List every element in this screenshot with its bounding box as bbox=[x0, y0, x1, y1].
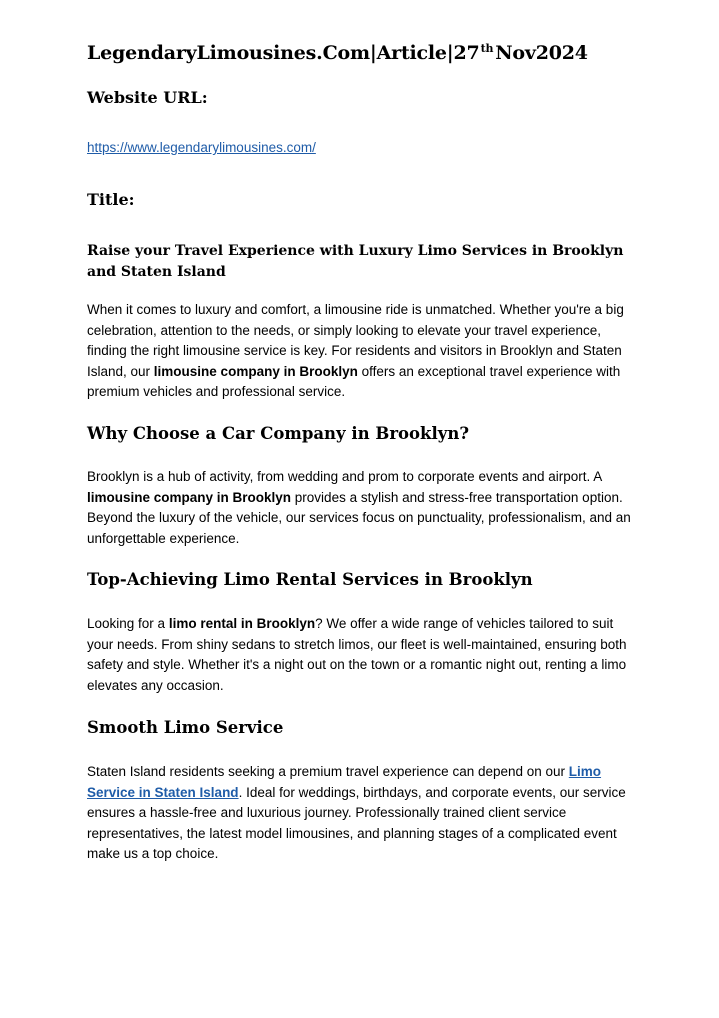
header-title-main: LegendaryLimousines.Com|Article|27 bbox=[87, 42, 480, 64]
title-label: Title: bbox=[87, 190, 135, 209]
section-1-heading: Why Choose a Car Company in Brooklyn? bbox=[87, 424, 469, 443]
section-1-paragraph bbox=[87, 467, 642, 549]
section-3-text-2: . Ideal for weddings, birthdays, and corporate events, our service ensures a hassle-free and luxurious journey. Professionally trained client service representatives, the latest model limousines, and planning stages of a complicated event make us a top choice. bbox=[87, 784, 626, 861]
section-2-text-1: Looking for a bbox=[87, 616, 169, 631]
intro-text-2: offers an exceptional travel experience with premium vehicles and professional service. bbox=[87, 363, 621, 399]
section-1-text-1: Brooklyn is a hub of activity, from wedding and prom to corporate events and airport. A bbox=[87, 469, 602, 484]
intro-text-1: When it comes to luxury and comfort, a limousine ride is unmatched. Whether you're a big celebration, attention to the needs, or simply looking to elevate your travel experience, finding the right limousine service is key. For residents and visitors in Brooklyn and Staten Island, our bbox=[87, 302, 624, 379]
document-header-title bbox=[87, 42, 647, 64]
header-title-date: Nov2024 bbox=[495, 42, 588, 64]
section-2-bold-keyword: limo rental in Brooklyn bbox=[168, 616, 316, 631]
section-3-heading: Smooth Limo Service bbox=[87, 718, 284, 737]
section-3-paragraph bbox=[87, 762, 642, 865]
section-2-text-2: ? We offer a wide range of vehicles tailored to suit your needs. From shiny sedans to stretch limos, our fleet is well-maintained, ensuring both safety and style. Whether it's a night out on the town or a romantic night out, renting a limo elevates any occasion. bbox=[87, 616, 627, 693]
section-2-heading: Top-Achieving Limo Rental Services in Brooklyn bbox=[87, 570, 533, 589]
article-subtitle: Raise your Travel Experience with Luxury Limo Services in Brooklyn and Staten Island bbox=[87, 243, 624, 280]
section-1-bold-keyword: limousine company in Brooklyn bbox=[87, 489, 292, 505]
section-2-paragraph bbox=[87, 614, 642, 696]
section-1-text-2: provides a stylish and stress-free transportation option. Beyond the luxury of the vehicle, our services focus on punctuality, professionalism, and an unforgettable experience. bbox=[87, 489, 631, 546]
website-url-label: Website URL: bbox=[87, 88, 208, 107]
intro-bold-keyword: limousine company in Brooklyn bbox=[153, 363, 358, 379]
intro-paragraph bbox=[87, 300, 642, 403]
header-title-superscript: th bbox=[480, 41, 494, 55]
website-url-link[interactable]: https://www.legendarylimousines.com/ bbox=[87, 140, 316, 155]
staten-island-service-link[interactable]: Limo Service in Staten Island bbox=[87, 764, 602, 800]
section-3-text-1: Staten Island residents seeking a premium travel experience can depend on our bbox=[87, 764, 569, 779]
